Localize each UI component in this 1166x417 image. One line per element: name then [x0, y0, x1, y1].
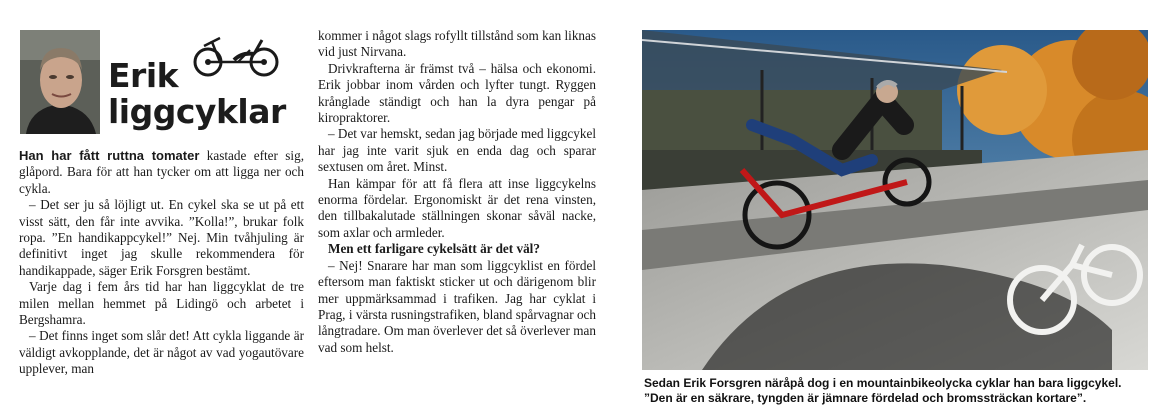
article-paragraph: kommer i något slags rofyllt tillstånd som kan liknas vid just Nirvana.	[318, 28, 596, 60]
article-photo	[642, 30, 1148, 370]
lead-bold-text: Han har fått ruttna tomater	[19, 148, 200, 163]
article-paragraph: – Det var hemskt, sedan jag började med liggcykel har jag inte varit sjuk en enda dag och sparar sextusen om året. Minst.	[318, 126, 596, 175]
article-paragraph: Han kämpar för att få flera att inse liggcykelns enorma fördelar. Ergonomiskt är det rena vinsten, den tillbakalutade ställningen skonar såväl nacke, som axlar och armleder.	[318, 175, 596, 240]
headline-line-2: liggcyklar	[108, 92, 286, 131]
caption-line-2: ”Den är en säkrare, tyngden är jämnare fördelad och bromssträckan kortare”.	[644, 391, 1087, 405]
author-portrait	[20, 30, 100, 134]
lead-rest-text: kastade efter sig, glåpord. Bara för att han tycker om att ligga ner och cykla.	[19, 148, 304, 196]
article-paragraph: – Det ser ju så löjligt ut. En cykel ska se ut på ett visst sätt, den får inte avvika. ”Kolla!”, brukar folk ropa. ”En handikappcykel!” Nej. Min tvåhjuling är definitivt inget jag skulle rekommendera för handikappade, säger Erik Forsgren bestämt.	[19, 197, 304, 278]
headline	[108, 58, 286, 130]
article-column-1	[19, 148, 304, 378]
headline-line-1: Erik	[108, 56, 179, 95]
article-column-2	[318, 28, 596, 356]
caption-line-1: Sedan Erik Forsgren näråpå dog i en mountainbikeolycka cyklar han bara liggcykel.	[644, 376, 1122, 390]
article-paragraph: – Nej! Snarare har man som liggcyklist en fördel eftersom man faktiskt sticker ut och därigenom blir mer uppmärksammad i trafiken. Jag har cyklat i Prag, i värsta rusningstrafiken, bland spårvagnar och långtradare. Om man överlever det så överlever man vad som helst.	[318, 257, 596, 355]
article-paragraph: Drivkrafterna är främst två – hälsa och ekonomi. Erik jobbar inom vården och lyfter tungt. Ryggen krånglade ständigt och han la dyra pengar på kiropraktorer.	[318, 60, 596, 126]
photo-caption	[644, 376, 1154, 406]
article-paragraph	[19, 148, 304, 197]
article-paragraph: – Det finns inget som slår det! Att cykla liggande är väldigt avkopplande, det är något av vad yogautövare upplever, man	[19, 328, 304, 377]
article-subhead: Men ett farligare cykelsätt är det väl?	[328, 241, 540, 257]
article-paragraph: Varje dag i fem års tid har han liggcyklat de tre milen mellan hemmet på Lidingö och arbetet i Bergshamra.	[19, 279, 304, 328]
